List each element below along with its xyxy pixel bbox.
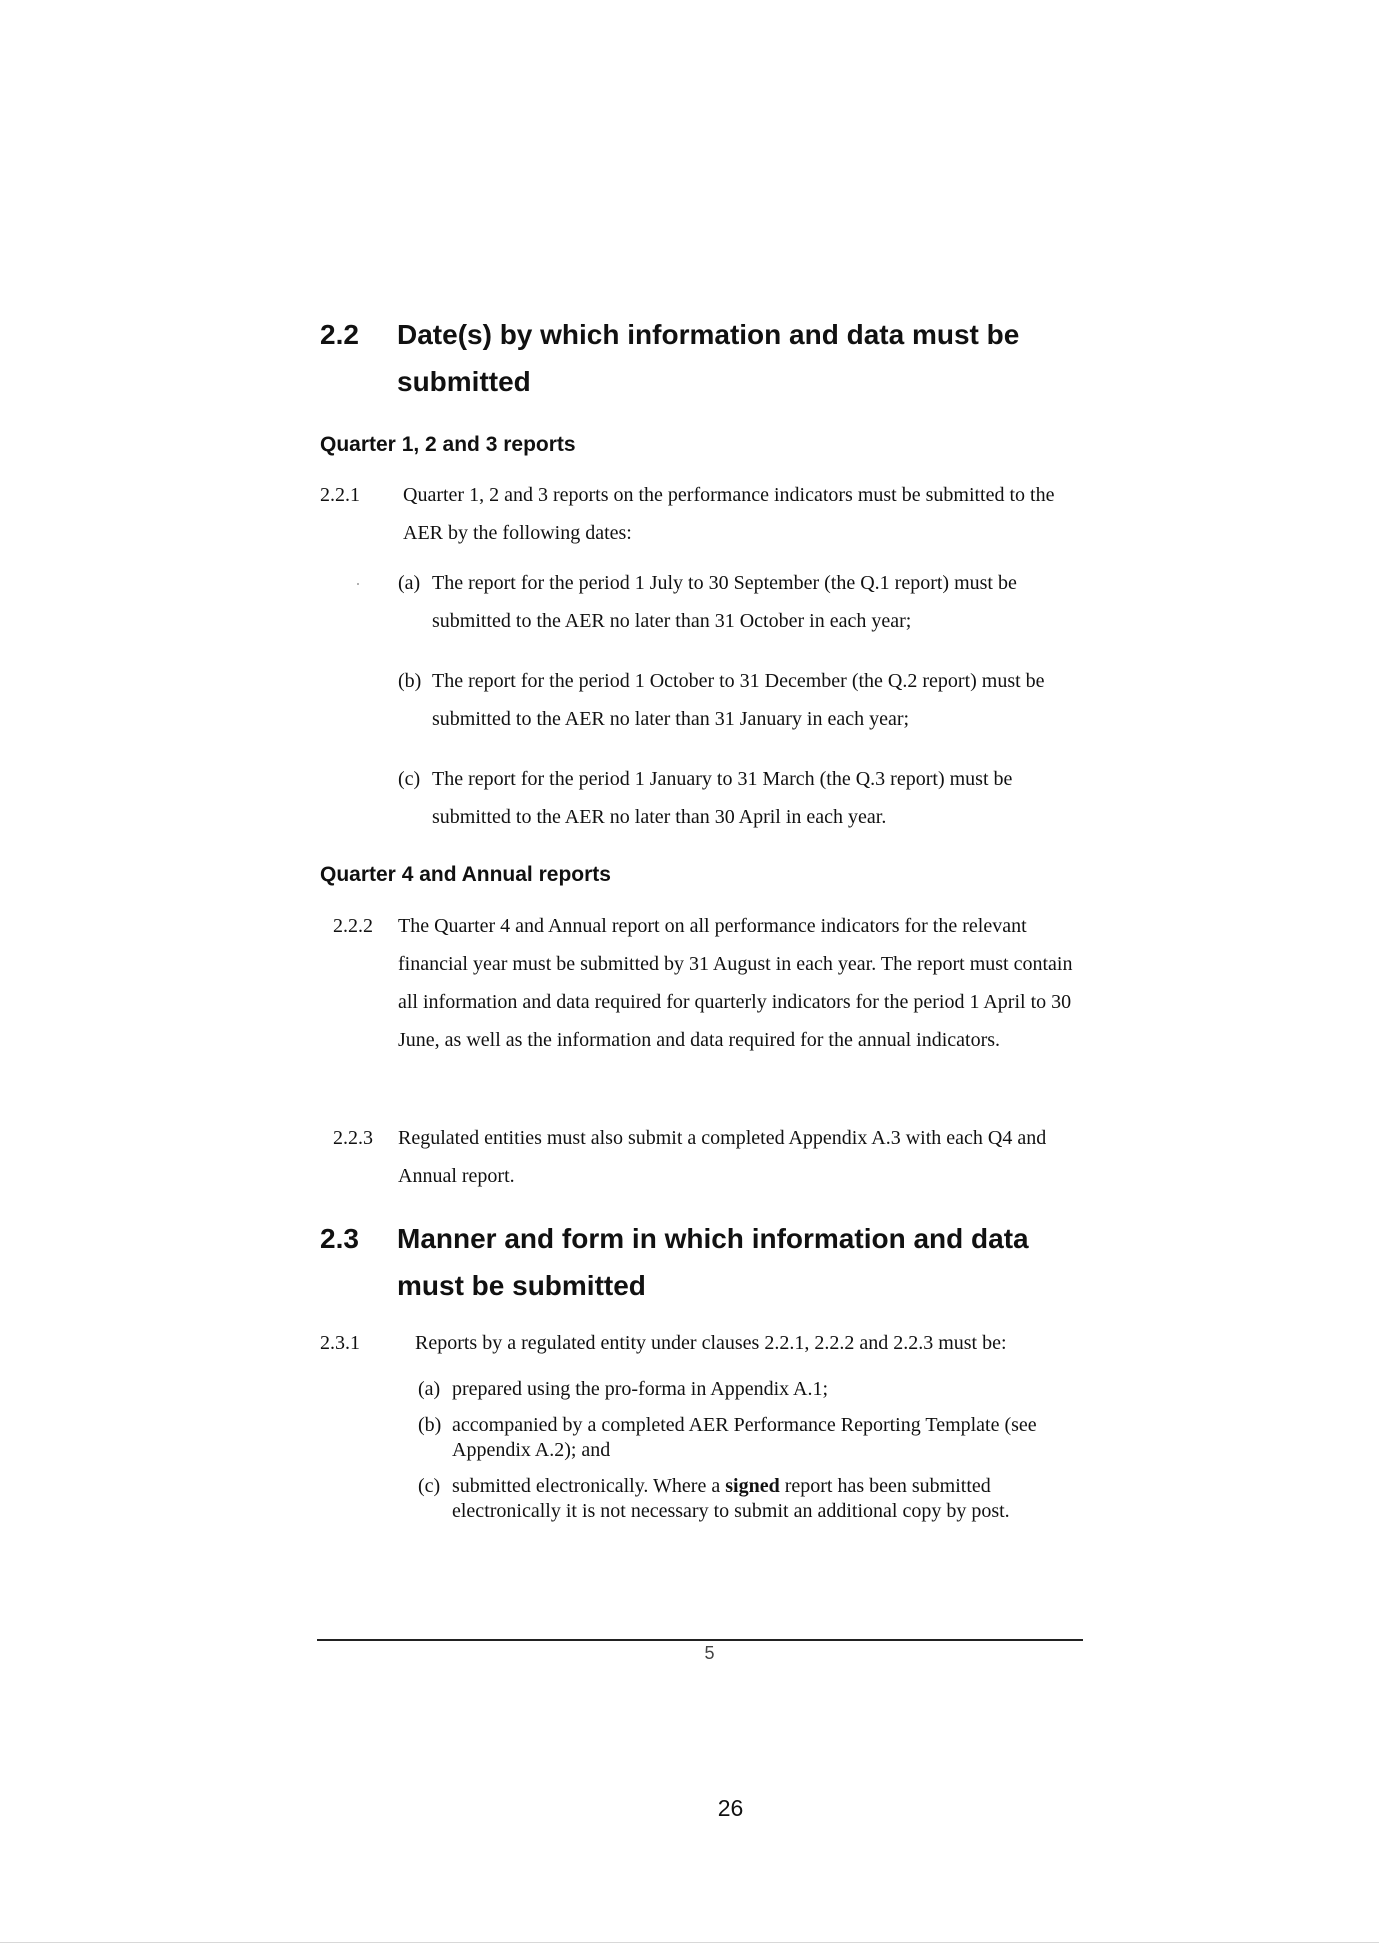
list-item-q3: (c) The report for the period 1 January to 31 March (the Q.3 report) must be submitted to the AER no later than 30 April in each year. [398, 760, 1088, 840]
clause-text: Reports by a regulated entity under clauses 2.2.1, 2.2.2 and 2.2.3 must be: [415, 1332, 1007, 1354]
list-item-text: accompanied by a completed AER Performance Reporting Template (see Appendix A.2); and [452, 1414, 1037, 1461]
section-number: 2.2 [320, 319, 359, 350]
inner-page-number: 5 [704, 1643, 715, 1663]
list-item-submitted: (c) submitted electronically. Where a signed report has been submitted electronically it is not necessary to submit an additional copy by post. [418, 1474, 1078, 1526]
page-number: 26 [717, 1795, 744, 1821]
clause-number: 2.2.1 [320, 484, 360, 506]
list-item-q1: (a) The report for the period 1 July to 30 September (the Q.1 report) must be submitted to the AER no later than 31 October in each year; [398, 564, 1088, 644]
clause-number: 2.3.1 [320, 1332, 360, 1354]
bold-signed: signed [725, 1475, 780, 1497]
list-item-accompanied: (b) accompanied by a completed AER Performance Reporting Template (see Appendix A.2); and [418, 1413, 1078, 1465]
clause-2-2-2 [333, 907, 1093, 1099]
section-number: 2.3 [320, 1223, 359, 1254]
clause-2-2-3 [333, 1119, 1093, 1199]
list-item-text: submitted electronically. Where a signed report has been submitted electronically it is not necessary to submit an additional copy by post. [452, 1475, 1010, 1522]
scan-speck [357, 583, 359, 585]
list-item-text: The report for the period 1 January to 31 March (the Q.3 report) must be submitted to the AER no later than 30 April in each year. [432, 768, 1013, 828]
section-heading-2-2 [320, 311, 1120, 405]
section-title: Manner and form in which information and data must be submitted [397, 1223, 1029, 1301]
clause-text: The Quarter 4 and Annual report on all performance indicators for the relevant financial year must be submitted by 31 August in each year. The report must contain all information and data required for quarterly indicators for the period 1 April to 30 June, as well as the information and data required for the annual indicators. [398, 915, 1073, 1051]
clause-2-3-1 [320, 1324, 1100, 1364]
clause-text: Regulated entities must also submit a completed Appendix A.3 with each Q4 and Annual report. [398, 1127, 1047, 1187]
subheading-q123: Quarter 1, 2 and 3 reports [320, 433, 576, 456]
list-item-text: The report for the period 1 October to 31 December (the Q.2 report) must be submitted to the AER no later than 31 January in each year; [432, 670, 1045, 730]
scan-bottom-edge [0, 1942, 1379, 1943]
section-heading-2-3 [320, 1215, 1120, 1309]
list-item-text: The report for the period 1 July to 30 September (the Q.1 report) must be submitted to the AER no later than 31 October in each year; [432, 572, 1017, 632]
subheading-q4: Quarter 4 and Annual reports [320, 863, 611, 886]
clause-number: 2.2.3 [333, 1127, 373, 1149]
clause-number: 2.2.2 [333, 915, 373, 937]
list-item-q2: (b) The report for the period 1 October to 31 December (the Q.2 report) must be submitted to the AER no later than 31 January in each year; [398, 662, 1088, 742]
section-title: Date(s) by which information and data must be submitted [397, 319, 1020, 397]
clause-2-2-1 [320, 476, 1080, 556]
list-item-text: prepared using the pro-forma in Appendix A.1; [452, 1378, 829, 1400]
list-item-prepared: (a) prepared using the pro-forma in Appendix A.1; [418, 1377, 1078, 1405]
clause-text: Quarter 1, 2 and 3 reports on the performance indicators must be submitted to the AER by the following dates: [403, 484, 1055, 544]
footer-rule [317, 1639, 1083, 1641]
